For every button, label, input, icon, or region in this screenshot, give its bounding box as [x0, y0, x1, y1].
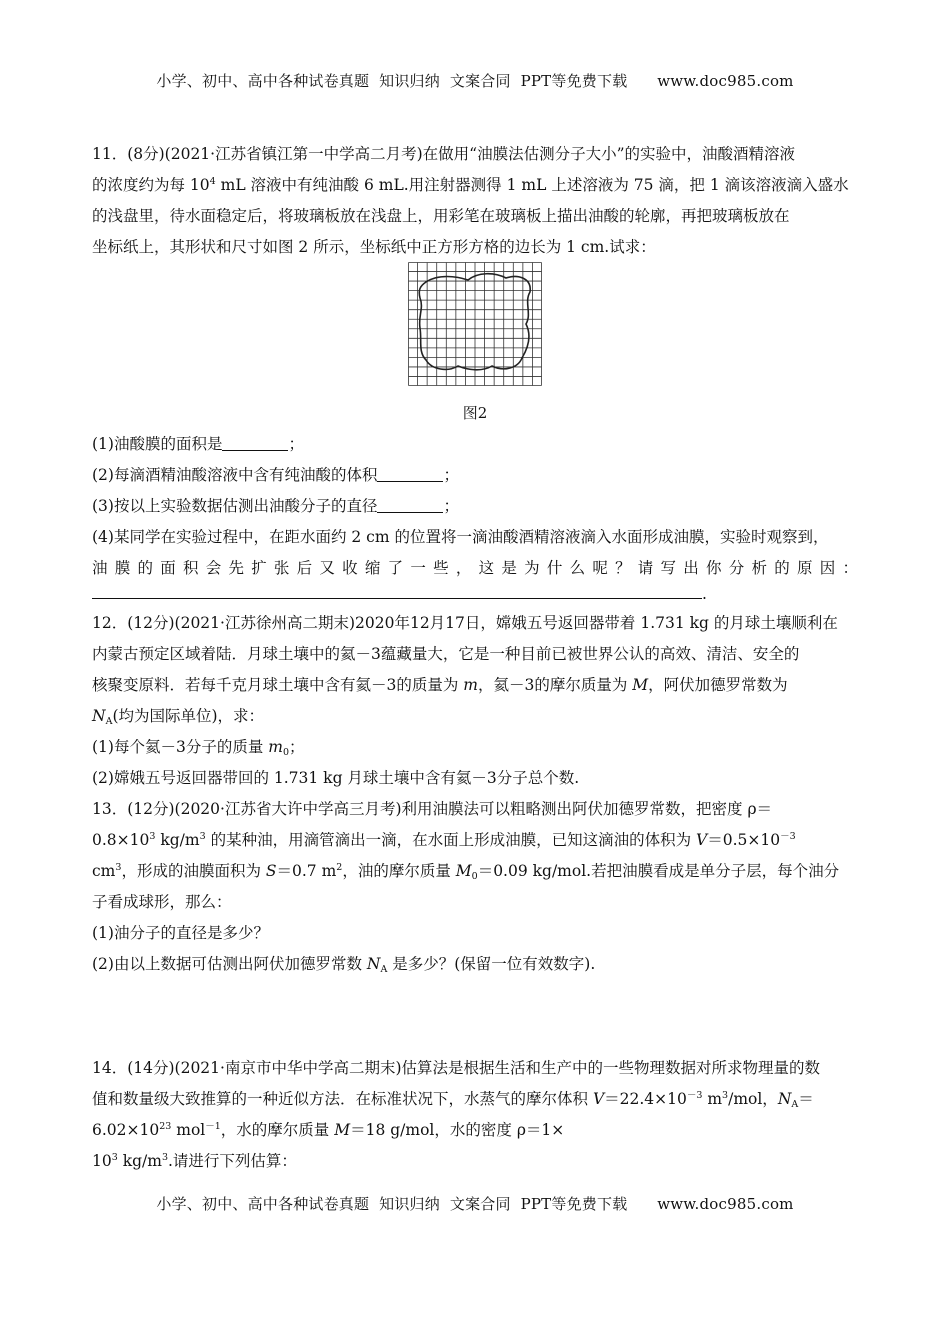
q14-line-3: [92, 1120, 564, 1140]
q13-var-S: S: [265, 862, 277, 880]
q13-line-4: 子看成球形，那么：: [92, 893, 232, 911]
q14-sup-6: 3: [161, 1152, 168, 1163]
q12-line-1: 12．(12分)(2021·江苏徐州高二期末)2020年12月17日，嫦娥五号返回器带着 1.731 kg 的月球土壤顺利在: [92, 614, 838, 632]
q12-line-2: 内蒙古预定区域着陆．月球土壤中的氦－3蕴藏量大，它是一种目前已被世界公认的高效、清洁、安全的: [92, 645, 800, 663]
figure-caption: 图2: [462, 404, 488, 422]
q11-sub-4-line-2: 油膜的面积会先扩张后又收缩了一些，这是为什么呢？请写出你分析的原因：: [92, 559, 858, 577]
q13-var-N: N: [366, 955, 381, 973]
q12-line-4-b: (均为国际单位)，求：: [112, 707, 265, 725]
q14-sub-A: A: [791, 1099, 799, 1110]
q14-line-2-d: /mol，: [728, 1090, 778, 1108]
q13-line-3-d: ，油的摩尔质量: [342, 862, 456, 880]
q13-sub-2-end: 是多少？(保留一位有效数字).: [387, 955, 596, 973]
q12-sub-A: A: [105, 716, 113, 727]
q14-sup-1: －3: [686, 1090, 703, 1101]
q13-sup-1: 3: [149, 831, 156, 842]
q14-line-2-b: ＝22.4×10: [604, 1090, 687, 1108]
q14-line-4: [92, 1151, 297, 1171]
q13-sup-2: 3: [199, 831, 206, 842]
q13-line-3-b: ，形成的油膜面积为: [121, 862, 266, 880]
q11-sub-2: [92, 465, 459, 485]
q13-line-2-d: ＝0.5×10: [707, 831, 781, 849]
q12-sub-2: (2)嫦娥五号返回器带回的 1.731 kg 月球土壤中含有氦－3分子总个数.: [92, 769, 580, 787]
q13-sub-2-text: (2)由以上数据可估测出阿伏加德罗常数: [92, 955, 367, 973]
q11-sub-1-end: ；: [288, 435, 304, 453]
q11-sub-3-end: ；: [443, 497, 459, 515]
page-header: 小学、初中、高中各种试卷真题 知识归纳 文案合同 PPT等免费下载 www.doc985.com: [156, 72, 794, 90]
q13-line-2-a: 0.8×10: [92, 831, 150, 849]
q14-line-4-c: .请进行下列估算：: [168, 1152, 297, 1170]
answer-blank-2[interactable]: [377, 466, 443, 482]
q14-line-1: 14．(14分)(2021·南京市中华中学高二期末)估算法是根据生活和生产中的一些物理数据对所求物理量的数: [92, 1059, 821, 1077]
q14-sup-3: 23: [159, 1121, 172, 1132]
q14-sup-4: －1: [205, 1121, 221, 1132]
q12-sub-0: 0: [282, 747, 289, 758]
q13-line-2: [92, 830, 796, 850]
answer-blank-1[interactable]: [222, 435, 288, 451]
q12-var-m0: m: [268, 738, 283, 756]
q11-line-2: [92, 175, 849, 195]
q11-sub-4-end: .: [702, 585, 707, 603]
q12-sub-1-end: ；: [289, 738, 305, 756]
q13-sup-4: 3: [115, 862, 122, 873]
q14-sup-2: 3: [722, 1090, 729, 1101]
q14-line-2-a: 值和数量级大致推算的一种近似方法．在标准状况下，水蒸气的摩尔体积: [92, 1090, 593, 1108]
q14-line-2-e: ＝: [798, 1090, 814, 1108]
q13-sub-0: 0: [471, 871, 478, 882]
q13-line-2-b: kg/m: [155, 831, 200, 849]
q14-var-M: M: [334, 1121, 351, 1139]
q12-line-4: [92, 706, 264, 726]
q13-line-2-c: 的某种油，用滴管滴出一滴，在水面上形成油膜，已知这滴油的体积为: [205, 831, 696, 849]
q11-sub-3: [92, 496, 459, 516]
q11-line-2-a: 的浓度约为每 10: [92, 176, 210, 194]
q14-line-2: [92, 1089, 814, 1109]
q12-line-3: [92, 675, 788, 695]
q11-sub-2-text: (2)每滴酒精油酸溶液中含有纯油酸的体积: [92, 466, 378, 484]
q12-line-3-b: ，氦－3的摩尔质量为: [478, 676, 633, 694]
q14-line-3-a: 6.02×10: [92, 1121, 160, 1139]
q14-var-N: N: [777, 1090, 792, 1108]
q11-sup: 4: [209, 176, 216, 187]
q13-line-3-e: ＝0.09 kg/mol.若把油膜看成是单分子层，每个油分: [477, 862, 840, 880]
q11-line-3: 的浅盘里，待水面稳定后，将玻璃板放在浅盘上，用彩笔在玻璃板上描出油酸的轮廓，再把玻璃板放在: [92, 207, 790, 225]
q11-sub-1: [92, 434, 304, 454]
q11-line-1: 11．(8分)(2021·江苏省镇江第一中学高二月考)在做用“油膜法估测分子大小”的实验中，油酸酒精溶液: [92, 145, 795, 163]
q13-line-3-a: cm: [92, 862, 116, 880]
answer-blank-3[interactable]: [377, 497, 443, 513]
q13-sup-5: 2: [336, 862, 343, 873]
q13-line-3: [92, 861, 839, 881]
q11-sub-4-line-1: (4)某同学在实验过程中，在距水面约 2 cm 的位置将一滴油酸酒精溶液滴入水面形成油膜，实验时观察到，: [92, 528, 829, 546]
q12-sub-1: [92, 737, 305, 757]
q13-line-3-c: ＝0.7 m: [276, 862, 337, 880]
q11-sub-1-text: (1)油酸膜的面积是: [92, 435, 223, 453]
q14-line-3-b: mol: [171, 1121, 206, 1139]
q14-sup-5: 3: [111, 1152, 118, 1163]
q14-line-2-c: m: [702, 1090, 723, 1108]
q14-line-4-b: kg/m: [117, 1152, 162, 1170]
q12-var-N: N: [92, 707, 106, 725]
q13-var-V: V: [696, 831, 708, 849]
q11-sub-3-text: (3)按以上实验数据估测出油酸分子的直径: [92, 497, 378, 515]
oil-film-figure: [408, 262, 542, 386]
q13-sub-A: A: [380, 964, 388, 975]
q12-line-3-c: ，阿伏加德罗常数为: [648, 676, 788, 694]
q12-line-3-a: 核聚变原料．若每千克月球土壤中含有氦－3的质量为: [92, 676, 464, 694]
q11-sub-2-end: ；: [443, 466, 459, 484]
page-footer: 小学、初中、高中各种试卷真题 知识归纳 文案合同 PPT等免费下载 www.doc985.com: [156, 1195, 794, 1213]
q11-line-2-b: mL 溶液中有纯油酸 6 mL.用注射器测得 1 mL 上述溶液为 75 滴，把 1 滴该溶液滴入盛水: [215, 176, 849, 194]
q13-var-M0: M: [455, 862, 472, 880]
q12-var-M: M: [632, 676, 649, 694]
answer-blank-4[interactable]: [92, 584, 702, 599]
q12-sub-1-text: (1)每个氦－3分子的质量: [92, 738, 269, 756]
q12-var-m: m: [463, 676, 478, 694]
q13-sub-1: (1)油分子的直径是多少？: [92, 924, 269, 942]
q14-line-3-c: ，水的摩尔质量: [220, 1121, 335, 1139]
q14-line-3-d: ＝18 g/mol，水的密度 ρ＝1×: [350, 1121, 565, 1139]
q14-line-4-a: 10: [92, 1152, 112, 1170]
q13-sub-2: [92, 954, 595, 974]
q11-sub-4-line-3: [92, 584, 707, 604]
q13-line-1: 13．(12分)(2020·江苏省大许中学高三月考)利用油膜法可以粗略测出阿伏加德罗常数，把密度 ρ＝: [92, 800, 773, 818]
q14-var-V: V: [592, 1090, 605, 1108]
q13-sup-3: －3: [780, 831, 796, 842]
q11-line-4: 坐标纸上，其形状和尺寸如图 2 所示，坐标纸中正方形方格的边长为 1 cm.试求：: [92, 238, 656, 256]
